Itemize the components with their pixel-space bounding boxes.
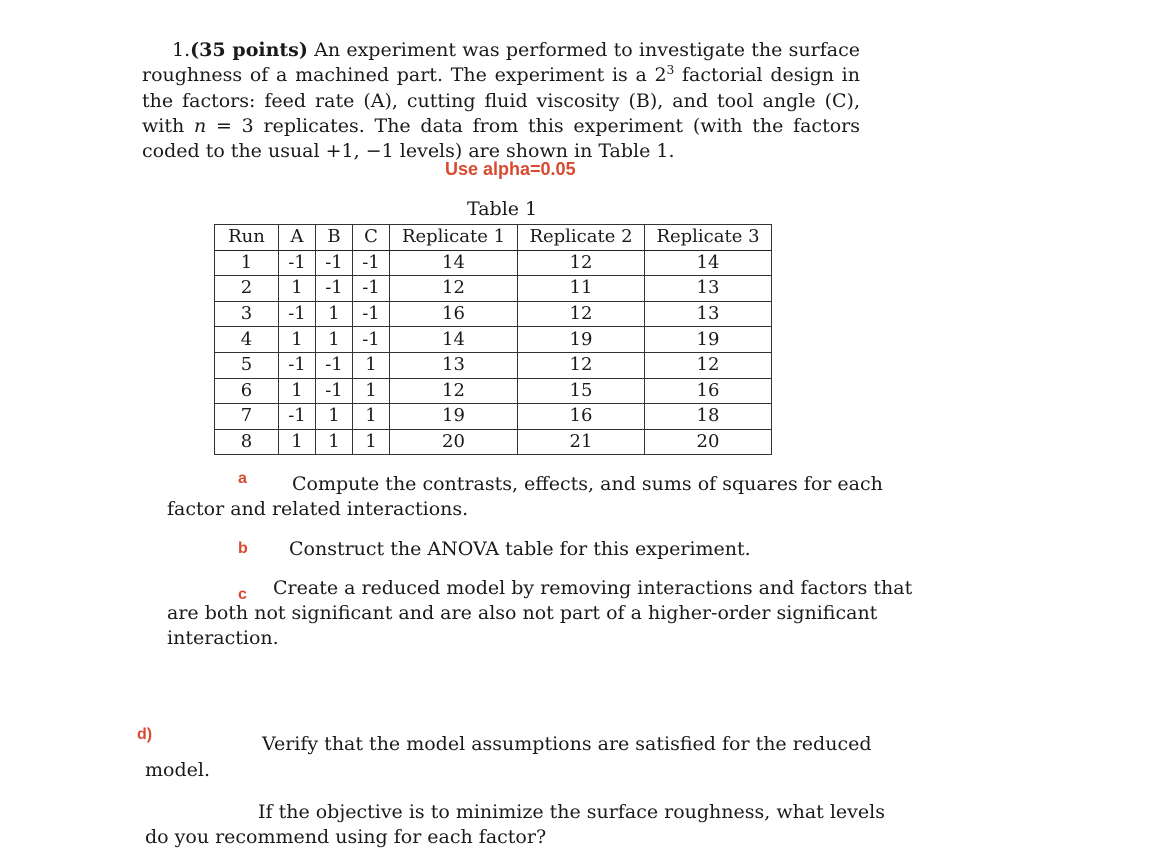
header-replicate-3: Replicate 3 <box>645 225 772 251</box>
question-e-line2: do you recommend using for each factor? <box>145 826 547 848</box>
question-b-label: b <box>238 540 248 557</box>
exponent: 3 <box>666 63 675 78</box>
table-row: 5 -1 -1 1 13 12 12 <box>215 352 772 378</box>
header-run: Run <box>215 225 279 251</box>
question-c-line3: interaction. <box>167 627 279 649</box>
table-row: 2 1 -1 -1 12 11 13 <box>215 276 772 302</box>
table-row: 6 1 -1 1 12 15 16 <box>215 378 772 404</box>
header-c: C <box>353 225 390 251</box>
question-d-line1: Verify that the model assumptions are satisfied for the reduced <box>262 733 872 755</box>
data-table <box>214 224 772 455</box>
table-row: 8 1 1 1 20 21 20 <box>215 429 772 455</box>
question-d-line2: model. <box>145 759 210 781</box>
problem-number: 1. <box>172 39 191 61</box>
problem-statement: 1.(35 points) An experiment was performed to investigate the surface roughness of a machined part. The experiment is a $2^3$ factorial design in the factors: feed rate (A), cutting fluid viscosity (B), and tool angle (C), with n = 3 replicates. The data from this experiment (with the factors coded to the usual +1, −1 levels) are shown in Table 1. <box>142 39 860 163</box>
problem-points: (35 points) <box>190 39 308 61</box>
table-row: 3 -1 1 -1 16 12 13 <box>215 301 772 327</box>
question-c-line1: Create a reduced model by removing interactions and factors that <box>273 577 913 599</box>
table-header-row <box>215 225 772 251</box>
header-b: B <box>316 225 353 251</box>
table-row: 7 -1 1 1 19 16 18 <box>215 404 772 430</box>
question-a-line1: Compute the contrasts, effects, and sums of squares for each <box>292 473 883 495</box>
question-d-label: d) <box>137 726 153 743</box>
table-row: 1 -1 -1 -1 14 12 14 <box>215 250 772 276</box>
table-caption: Table 1 <box>467 198 538 220</box>
question-a-label: a <box>238 470 247 487</box>
table-row: 4 1 1 -1 14 19 19 <box>215 327 772 353</box>
question-a-line2: factor and related interactions. <box>167 498 469 520</box>
header-a: A <box>279 225 316 251</box>
alpha-note: Use alpha=0.05 <box>445 159 576 179</box>
header-replicate-2: Replicate 2 <box>518 225 645 251</box>
header-replicate-1: Replicate 1 <box>390 225 518 251</box>
question-c-label: c <box>238 586 247 603</box>
question-b-text: Construct the ANOVA table for this experiment. <box>289 538 751 560</box>
question-c-line2: are both not significant and are also not part of a higher-order significant <box>167 602 878 624</box>
question-e-line1: If the objective is to minimize the surface roughness, what levels <box>258 801 885 823</box>
